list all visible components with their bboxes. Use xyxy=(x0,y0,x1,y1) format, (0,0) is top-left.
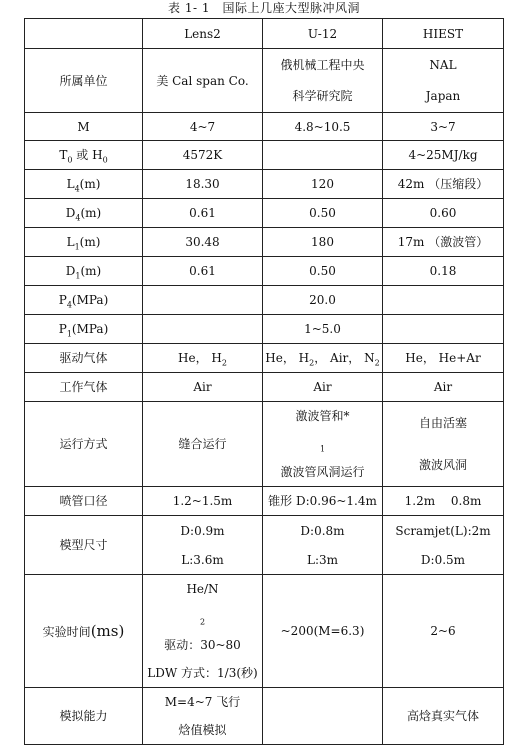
table-cell xyxy=(263,516,383,575)
table-cell: Air xyxy=(263,373,383,402)
cell-line: 俄机械工程中央 xyxy=(280,57,365,72)
table-row xyxy=(25,575,504,688)
table-cell xyxy=(263,402,383,487)
table-cell: 4572K xyxy=(143,141,263,170)
table-cell: 0.50 xyxy=(263,257,383,286)
table-cell xyxy=(383,49,504,113)
table-row xyxy=(25,315,504,344)
table-cell: 30.48 xyxy=(143,228,263,257)
table-cell: 1~5.0 xyxy=(263,315,383,344)
row-label: $D_4(m)$ xyxy=(25,199,143,228)
table-cell: He， He+Ar xyxy=(383,344,504,373)
row-label: 运行方式 xyxy=(25,402,143,487)
cell-line: D:0.9m xyxy=(180,523,225,538)
row-label: $L_4(m)$ xyxy=(25,170,143,199)
table-cell xyxy=(263,49,383,113)
cell-line: Japan xyxy=(425,89,461,104)
table-row xyxy=(25,170,504,199)
row-label: 工作气体 xyxy=(25,373,143,402)
table-cell: Air xyxy=(383,373,504,402)
row-label: 所属单位 xyxy=(25,49,143,113)
table-cell: ~200(M=6.3) xyxy=(263,575,383,688)
table-row xyxy=(25,402,504,487)
cell-line: D:0.8m xyxy=(300,523,345,538)
table-cell xyxy=(143,575,263,688)
cell-line: 科学研究院 xyxy=(292,89,353,104)
table-cell: 2~6 xyxy=(383,575,504,688)
row-label: 驱动气体 xyxy=(25,344,143,373)
table-row xyxy=(25,516,504,575)
table-cell: 17m （激波管） xyxy=(383,228,504,257)
table-cell: 0.61 xyxy=(143,199,263,228)
wind-tunnel-table xyxy=(24,18,504,745)
cell-line: LDW 方式：1/3(秒) xyxy=(147,666,258,680)
table-header-row xyxy=(25,19,504,49)
row-label: $L_1(m)$ xyxy=(25,228,143,257)
table-caption: 表 1- 1 国际上几座大型脉冲风洞 xyxy=(168,1,360,15)
table-cell: 1.2m 0.8m xyxy=(383,487,504,516)
table-cell xyxy=(143,688,263,745)
row-label: 喷管口径 xyxy=(25,487,143,516)
table-cell: Air xyxy=(143,373,263,402)
row-label: 模型尺寸 xyxy=(25,516,143,575)
cell-line: Scramjet(L):2m xyxy=(395,523,491,538)
table-row xyxy=(25,344,504,373)
row-label: $P_1(MPa)$ xyxy=(25,315,143,344)
table-cell xyxy=(383,315,504,344)
table-cell: 4~7 xyxy=(143,113,263,141)
cell-line: NAL xyxy=(429,57,457,72)
table-cell: 0.61 xyxy=(143,257,263,286)
row-label: 实验时间(ms) xyxy=(25,575,143,688)
row-label: 模拟能力 xyxy=(25,688,143,745)
table-row xyxy=(25,49,504,113)
header-hiest: HIEST xyxy=(383,19,504,49)
table-cell: 3~7 xyxy=(383,113,504,141)
row-label: M xyxy=(25,113,143,141)
table-cell xyxy=(383,516,504,575)
header-lens2: Lens2 xyxy=(143,19,263,49)
table-cell: 缝合运行 xyxy=(143,402,263,487)
table-cell xyxy=(383,286,504,315)
table-cell: 锥形 D:0.96~1.4m xyxy=(263,487,383,516)
table-cell: 20.0 xyxy=(263,286,383,315)
table-row xyxy=(25,373,504,402)
table-cell: 0.60 xyxy=(383,199,504,228)
cell-line: 激波管和* $_1$ xyxy=(295,409,350,454)
table-cell xyxy=(263,688,383,745)
table-row xyxy=(25,257,504,286)
table-cell: 美 Cal span Co. xyxy=(143,49,263,113)
row-label: $D_1(m)$ xyxy=(25,257,143,286)
table-cell: 180 xyxy=(263,228,383,257)
table-cell: 4.8~10.5 xyxy=(263,113,383,141)
cell-line: L:3m xyxy=(306,552,339,567)
table-cell: He， $H_2$， Air， $N_2$ xyxy=(263,344,383,373)
table-cell: 0.18 xyxy=(383,257,504,286)
table-row xyxy=(25,141,504,170)
table-cell: He， $H_2$ xyxy=(143,344,263,373)
row-label: $T_0$ 或 $H_0$ xyxy=(25,141,143,170)
table-cell xyxy=(143,315,263,344)
table-cell xyxy=(383,402,504,487)
row-label: $P_4(MPa)$ xyxy=(25,286,143,315)
table-row xyxy=(25,228,504,257)
table-cell: 1.2~1.5m xyxy=(143,487,263,516)
cell-line: He/N $_2$ 驱动：30~80 xyxy=(164,582,241,652)
table-cell: 18.30 xyxy=(143,170,263,199)
cell-line: 自由活塞 xyxy=(418,416,467,430)
table-row xyxy=(25,487,504,516)
table-cell xyxy=(143,286,263,315)
table-row xyxy=(25,113,504,141)
cell-line: M=4~7 飞行 xyxy=(164,695,241,709)
header-empty xyxy=(25,19,143,49)
cell-line: 激波风洞 xyxy=(418,458,467,472)
table-row xyxy=(25,286,504,315)
table-cell: 高焓真实气体 xyxy=(383,688,504,745)
table-cell: 4~25MJ/kg xyxy=(383,141,504,170)
table-row xyxy=(25,199,504,228)
cell-line: D:0.5m xyxy=(420,552,466,567)
table-cell: 120 xyxy=(263,170,383,199)
table-cell xyxy=(143,516,263,575)
table-row xyxy=(25,688,504,745)
header-u12: U-12 xyxy=(263,19,383,49)
table-cell: 0.50 xyxy=(263,199,383,228)
table-cell xyxy=(263,141,383,170)
cell-line: 焓值模拟 xyxy=(178,723,227,737)
table-cell: 42m （压缩段） xyxy=(383,170,504,199)
cell-line: 激波管风洞运行 xyxy=(280,465,365,479)
cell-line: L:3.6m xyxy=(181,552,224,567)
